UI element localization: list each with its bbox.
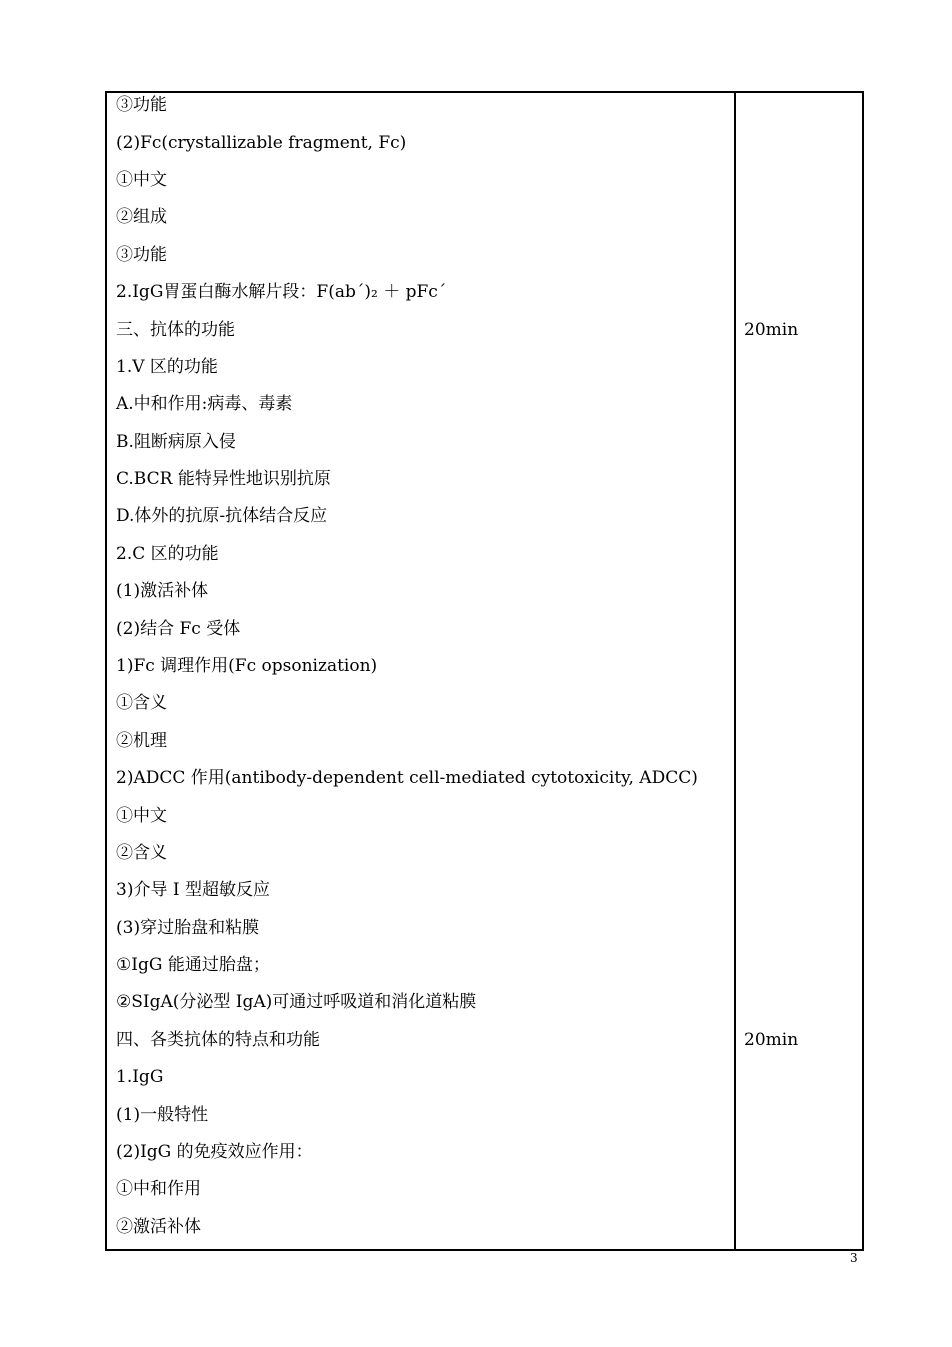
section-heading: 四、各类抗体的特点和功能 xyxy=(116,1030,320,1050)
content-line: ②机理 xyxy=(116,731,167,751)
content-line: ②含义 xyxy=(116,843,167,863)
content-line: (2)结合 Fc 受体 xyxy=(116,619,241,639)
content-line: 2.C 区的功能 xyxy=(116,544,219,564)
content-line: ②SIgA(分泌型 IgA)可通过呼吸道和消化道粘膜 xyxy=(116,992,477,1012)
content-line: ①含义 xyxy=(116,693,167,713)
content-line: D.体外的抗原-抗体结合反应 xyxy=(116,506,328,526)
time-allocation: 20min xyxy=(744,1030,799,1050)
content-line: ②激活补体 xyxy=(116,1217,201,1237)
content-line: 1)Fc 调理作用(Fc opsonization) xyxy=(116,656,378,676)
content-line: ①中和作用 xyxy=(116,1179,201,1199)
content-line: 2.IgG胃蛋白酶水解片段：F(ab´)₂ ＋ pFc´ xyxy=(116,282,447,302)
page-number: 3 xyxy=(850,1251,858,1265)
content-line: ③功能 xyxy=(116,245,167,265)
content-line: 1.V 区的功能 xyxy=(116,357,218,377)
section-heading: 三、抗体的功能 xyxy=(116,320,235,340)
content-line: (3)穿过胎盘和粘膜 xyxy=(116,918,260,938)
content-line: ①IgG 能通过胎盘； xyxy=(116,955,270,975)
content-line: A.中和作用:病毒、毒素 xyxy=(116,394,293,414)
content-line: ①中文 xyxy=(116,170,167,190)
time-column xyxy=(736,93,862,1249)
content-line: ②组成 xyxy=(116,207,167,227)
lesson-table xyxy=(105,91,864,1251)
content-line: (1)一般特性 xyxy=(116,1105,209,1125)
content-line: ①中文 xyxy=(116,806,167,826)
content-line: C.BCR 能特异性地识别抗原 xyxy=(116,469,331,489)
content-line: 3)介导 I 型超敏反应 xyxy=(116,880,270,900)
content-line: 1.IgG xyxy=(116,1067,164,1087)
content-column xyxy=(107,93,734,1249)
time-allocation: 20min xyxy=(744,320,799,340)
content-line: 2)ADCC 作用(antibody-dependent cell-mediated cytotoxicity, ADCC) xyxy=(116,768,698,788)
content-line: B.阻断病原入侵 xyxy=(116,432,236,452)
content-line: (1)激活补体 xyxy=(116,581,209,601)
content-line: (2)IgG 的免疫效应作用： xyxy=(116,1142,313,1162)
content-line: (2)Fc(crystallizable fragment, Fc) xyxy=(116,133,407,153)
content-line: ③功能 xyxy=(116,95,167,115)
